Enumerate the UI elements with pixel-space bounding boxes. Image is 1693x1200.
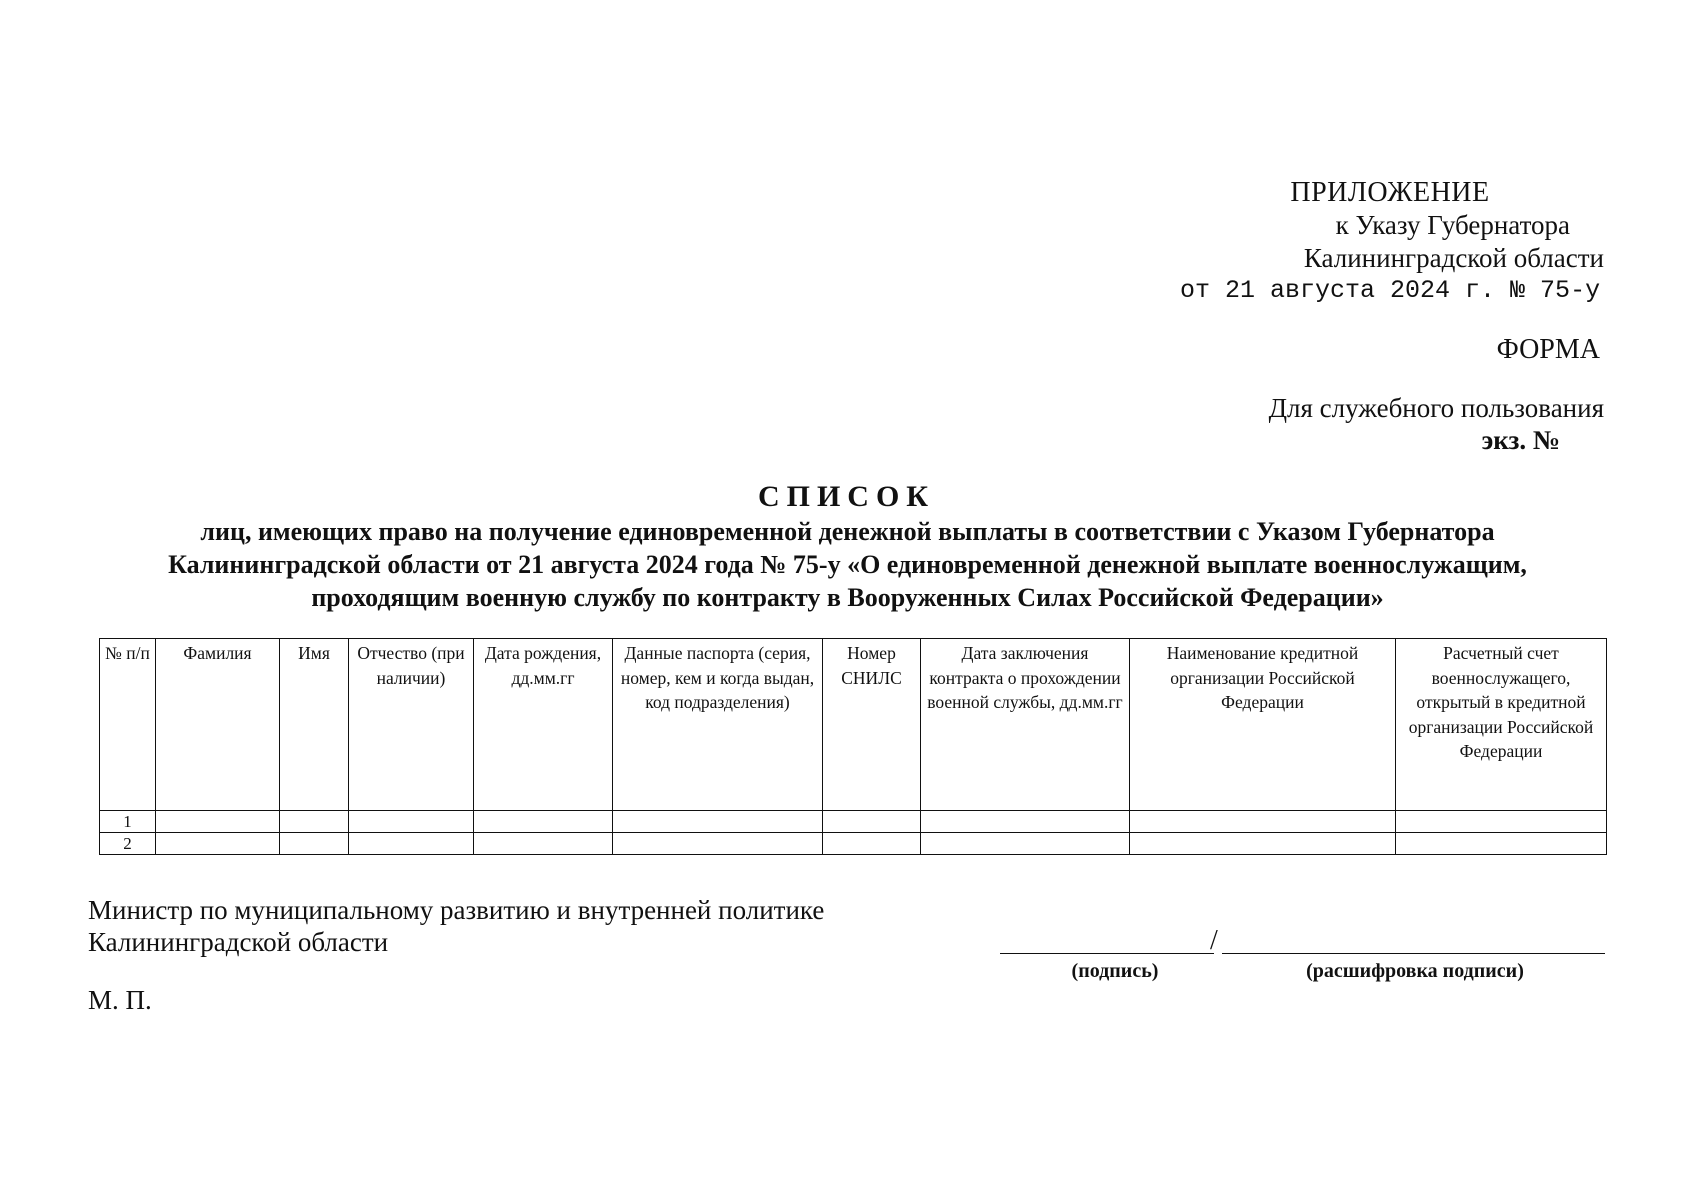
column-header-snils: Номер СНИЛС [823,639,921,811]
copy-number-label: экз. № [1481,425,1560,455]
table-cell [349,833,474,855]
appendix-date-number-line: от 21 августа 2024 г. № 75-у [1180,276,1601,305]
column-header-surname: Фамилия [156,639,280,811]
table-cell [823,811,921,833]
recipients-table [99,638,1607,855]
form-label: ФОРМА [1496,334,1600,365]
column-header-name: Имя [280,639,349,811]
signature-field-line [1000,953,1214,954]
column-header-number: № п/п [100,639,156,811]
table-cell [1130,811,1396,833]
column-header-passport: Данные паспорта (серия, номер, кем и когда выдан, код подразделения) [613,639,823,811]
appendix-region-line: Калининградской области [1303,243,1604,273]
signature-separator: / [1210,925,1218,956]
table-cell-number: 2 [100,833,156,855]
signature-decoding-field-line [1222,953,1605,954]
signature-decoding-caption: (расшифровка подписи) [1306,960,1524,982]
column-header-contract-date: Дата заключения контракта о прохождении военной службы, дд.мм.гг [921,639,1130,811]
table-cell [280,811,349,833]
table-cell [1130,833,1396,855]
table-cell [613,811,823,833]
table-cell [156,833,280,855]
column-header-birth-date: Дата рождения, дд.мм.гг [474,639,613,811]
column-header-bank-name: Наименование кредитной организации Российской Федерации [1130,639,1396,811]
table-header-row [100,639,1607,811]
table-cell [613,833,823,855]
signature-caption: (подпись) [1071,960,1159,982]
table-cell [1396,811,1607,833]
table-row [100,811,1607,833]
table-cell [1396,833,1607,855]
minister-region-line: Калининградской области [88,927,389,957]
seal-placeholder-label: М. П. [88,985,152,1015]
table-cell [280,833,349,855]
table-cell [349,811,474,833]
table-cell [823,833,921,855]
minister-title-line: Министр по муниципальному развитию и внутренней политике [88,895,825,925]
document-title: СПИСОК [757,480,936,513]
column-header-patronymic: Отчество (при наличии) [349,639,474,811]
table-cell [921,811,1130,833]
column-header-bank-account: Расчетный счет военнослужащего, открытый в кредитной организации Российской Федерации [1396,639,1607,811]
table-cell-number: 1 [100,811,156,833]
table-cell [156,811,280,833]
appendix-title: ПРИЛОЖЕНИЕ [1290,177,1490,208]
appendix-decree-line: к Указу Губернатора [1335,210,1570,240]
document-subtitle: лиц, имеющих право на получение единовременной денежной выплаты в соответствии с Указом Губернатора Калининградской области от 21 августа 2024 года № 75-у «О единовременной денежной выплате военнослужащим, проходящим военную службу по контракту в Вооруженных Силах Российской Федерации» [168,517,1527,612]
table-row [100,833,1607,855]
table-cell [921,833,1130,855]
restricted-use-label: Для служебного пользования [1268,393,1604,423]
table-cell [474,811,613,833]
table-cell [474,833,613,855]
